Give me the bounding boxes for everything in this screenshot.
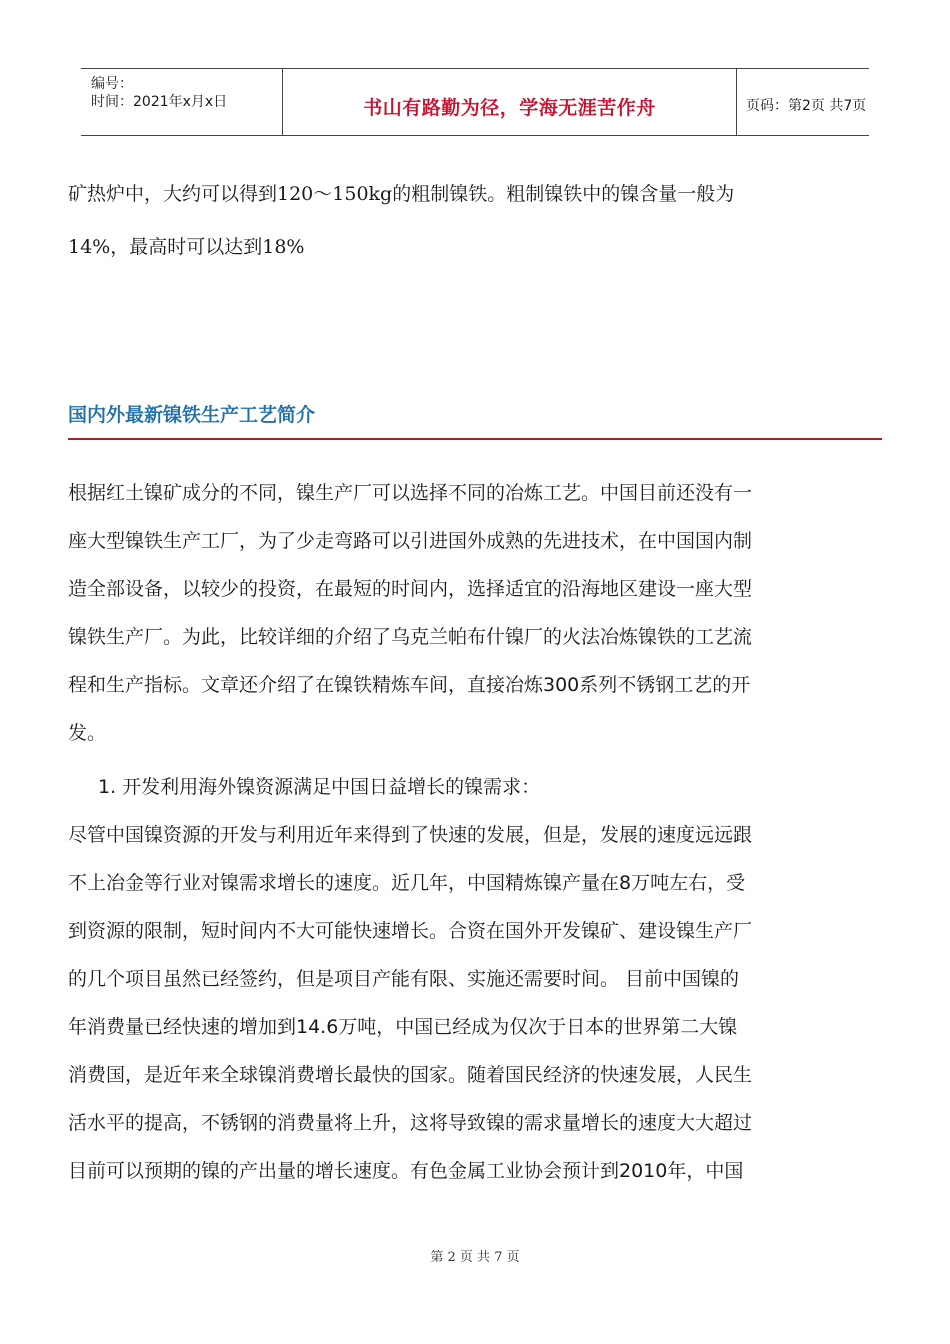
list-item: 1. 开发利用海外镍资源满足中国日益增长的镍需求： (98, 776, 541, 798)
motto: 书山有路勤为径，学海无涯苦作舟 (363, 97, 656, 119)
time-label: 时间：2021年x月x日 (91, 94, 228, 110)
body-line: 目前可以预期的镍的产出量的增长速度。有色金属工业协会预计到2010年，中国 (68, 1160, 744, 1182)
body-line: 消费国，是近年来全球镍消费增长最快的国家。随着国民经济的快速发展，人民生 (68, 1064, 753, 1086)
body-line: 活水平的提高，不锈钢的消费量将上升，这将导致镍的需求量增长的速度大大超过 (68, 1112, 753, 1134)
section-para-line: 程和生产指标。文章还介绍了在镍铁精炼车间，直接冶炼300系列不锈钢工艺的开 (68, 674, 751, 696)
header-motto-cell (282, 69, 737, 135)
body-line: 的几个项目虽然已经签约，但是项目产能有限、实施还需要时间。 目前中国镍的 (68, 968, 740, 990)
heading-divider (68, 438, 882, 440)
section-para-line: 座大型镍铁生产工厂，为了少走弯路可以引进国外成熟的先进技术，在中国国内制 (68, 530, 753, 552)
body-line: 不上冶金等行业对镍需求增长的速度。近几年，中国精炼镍产量在8万吨左右，受 (68, 872, 746, 894)
body-line: 到资源的限制，短时间内不大可能快速增长。合资在国外开发镍矿、建设镍生产厂 (68, 920, 753, 942)
page-footer: 第 2 页 共 7 页 (430, 1250, 520, 1265)
page-label: 页码：第2页 共7页 (746, 98, 867, 114)
section-para-line: 造全部设备，以较少的投资，在最短的时间内，选择适宜的沿海地区建设一座大型 (68, 578, 753, 600)
section-heading: 国内外最新镍铁生产工艺简介 (68, 404, 316, 426)
intro-line: 14%，最高时可以达到18% (68, 236, 305, 258)
section-para-line: 发。 (68, 722, 107, 744)
header-table (81, 68, 869, 136)
body-line: 年消费量已经快速的增加到14.6万吨，中国已经成为仅次于日本的世界第二大镍 (68, 1016, 738, 1038)
intro-line: 矿热炉中，大约可以得到120～150kg的粗制镍铁。粗制镍铁中的镍含量一般为 (68, 183, 735, 205)
number-label: 编号： (91, 76, 133, 92)
body-line: 尽管中国镍资源的开发与利用近年来得到了快速的发展，但是，发展的速度远远跟 (68, 824, 753, 846)
section-para-line: 根据红土镍矿成分的不同，镍生产厂可以选择不同的冶炼工艺。中国目前还没有一 (68, 482, 753, 504)
section-para-line: 镍铁生产厂。为此，比较详细的介绍了乌克兰帕布什镍厂的火法冶炼镍铁的工艺流 (68, 626, 753, 648)
header-page-cell (736, 69, 869, 135)
header-info-cell (81, 69, 282, 135)
